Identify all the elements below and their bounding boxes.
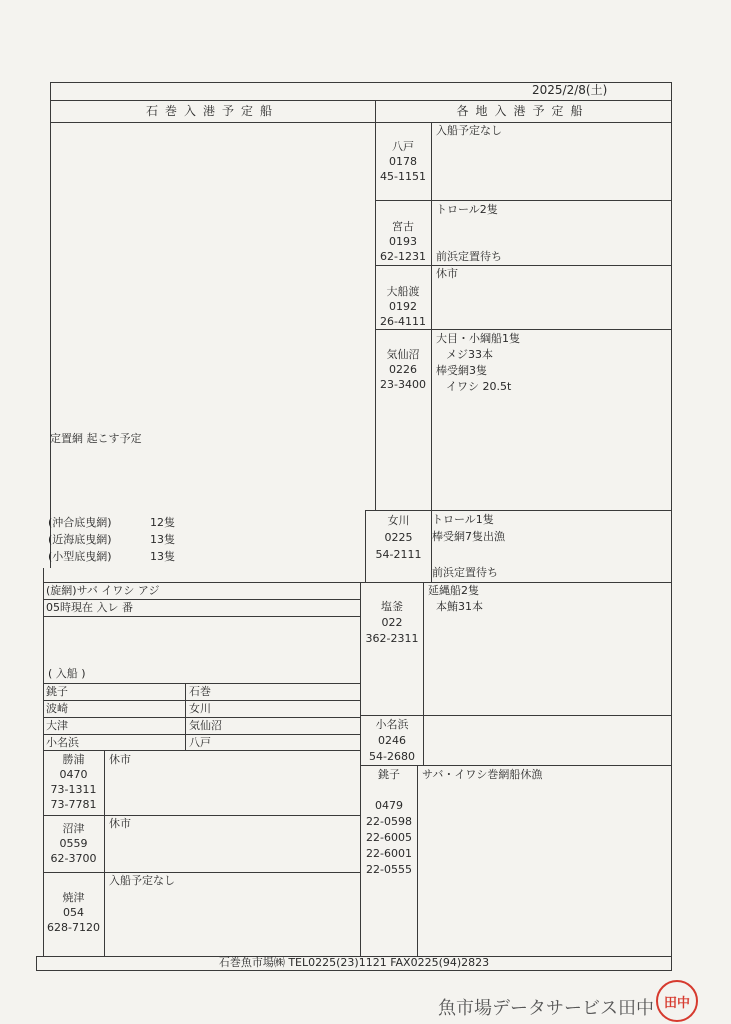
miyako-name: 宮古 bbox=[392, 220, 414, 233]
onagawa-tel1: 0225 bbox=[384, 531, 413, 544]
sokobiki-count-1: 12隻 bbox=[150, 516, 175, 529]
hachinohe-tel2: 45-1151 bbox=[380, 170, 426, 183]
kesennuma-name: 気仙沼 bbox=[386, 348, 420, 361]
yaizu-name: 焼津 bbox=[62, 891, 85, 904]
shiogama-top-line bbox=[365, 582, 672, 583]
yaizu-note: 入船予定なし bbox=[109, 874, 175, 887]
red-seal-stamp bbox=[656, 980, 698, 1022]
choshi-name: 銚子 bbox=[378, 768, 400, 781]
katsuura-tel3: 73-7781 bbox=[50, 798, 97, 811]
numazu-tel1: 0559 bbox=[59, 837, 88, 850]
shiogama-note-2: 本鮪31本 bbox=[436, 600, 483, 613]
grid-port-3b: 気仙沼 bbox=[189, 719, 222, 732]
service-signature: 魚市場データサービス田中 bbox=[438, 998, 654, 1019]
onagawa-top-line bbox=[365, 510, 672, 511]
katsuura-tel2: 73-1311 bbox=[50, 783, 97, 796]
footer-contact: 石巻魚市場㈱ TEL0225(23)1121 FAX0225(94)2823 bbox=[218, 956, 490, 969]
miyako-note-2: 前浜定置待ち bbox=[436, 250, 502, 263]
grid-port-3a: 大津 bbox=[46, 719, 68, 732]
grid-line-4 bbox=[43, 750, 361, 751]
sokobiki-name-2: (近海底曳網) bbox=[48, 533, 112, 546]
kesennuma-tel1: 0226 bbox=[389, 363, 417, 376]
onagawa-name: 女川 bbox=[387, 514, 410, 527]
kesennuma-note-1: 大目・小綱船1隻 bbox=[436, 332, 520, 345]
sokobiki-name-1: (沖合底曳網) bbox=[48, 516, 112, 529]
shiogama-tel2: 362-2311 bbox=[365, 632, 419, 645]
miyako-top-line bbox=[375, 200, 672, 201]
footer-bottom-line bbox=[36, 970, 672, 971]
ofunato-tel1: 0192 bbox=[389, 300, 417, 313]
grid-line-3 bbox=[43, 734, 361, 735]
hachinohe-tel1: 0178 bbox=[389, 155, 417, 168]
numazu-top-line bbox=[43, 815, 361, 816]
onagawa-note-3: 前浜定置待ち bbox=[432, 566, 498, 579]
ofunato-tel2: 26-4111 bbox=[380, 315, 426, 328]
ofunato-note-1: 休市 bbox=[436, 267, 458, 280]
ofunato-top-line bbox=[375, 265, 672, 266]
miyako-note-1: トロール2隻 bbox=[436, 203, 498, 216]
miyako-tel2: 62-1231 bbox=[380, 250, 426, 263]
sokobiki-count-2: 13隻 bbox=[150, 533, 175, 546]
hachinohe-name: 八戸 bbox=[392, 140, 414, 153]
stamp-text: 田中 bbox=[663, 995, 690, 1011]
makiami-line-1 bbox=[43, 599, 361, 600]
frame-left-line-upper bbox=[50, 82, 51, 568]
makiami-line-2 bbox=[43, 616, 361, 617]
choshi-tel-5: 22-0555 bbox=[366, 863, 412, 876]
katsuura-name: 勝浦 bbox=[62, 753, 85, 766]
numazu-tel2: 62-3700 bbox=[50, 852, 97, 865]
onagawa-note-1: トロール1隻 bbox=[432, 513, 494, 526]
yaizu-tel1: 054 bbox=[63, 906, 84, 919]
kesennuma-top-line bbox=[375, 329, 672, 330]
grid-port-4b: 八戸 bbox=[189, 736, 211, 749]
frame-right-line bbox=[671, 82, 672, 970]
onagawa-note-2: 棒受網7隻出漁 bbox=[432, 530, 505, 543]
onahama-tel1: 0246 bbox=[378, 734, 406, 747]
kesennuma-note-3: 棒受網3隻 bbox=[436, 364, 487, 377]
bottom-left-name-col-line bbox=[104, 750, 105, 956]
sokobiki-count-3: 13隻 bbox=[150, 550, 175, 563]
report-date: 2025/2/8(土) bbox=[532, 83, 608, 97]
choshi-note-1: サバ・イワシ巻網船休漁 bbox=[422, 768, 543, 781]
teichi-plan: 定置網 起こす予定 bbox=[50, 432, 142, 445]
choshi-name-col-line bbox=[417, 765, 418, 956]
kesennuma-tel2: 23-3400 bbox=[380, 378, 426, 391]
numazu-note: 休市 bbox=[109, 817, 131, 830]
ofunato-name: 大船渡 bbox=[386, 285, 420, 298]
choshi-tel-3: 22-6005 bbox=[366, 831, 412, 844]
grid-line-2 bbox=[43, 717, 361, 718]
onahama-name: 小名浜 bbox=[375, 718, 409, 731]
makiami-status: 05時現在 入レ 番 bbox=[46, 601, 133, 614]
grid-port-2a: 波崎 bbox=[46, 702, 68, 715]
shiogama-name: 塩釜 bbox=[381, 600, 403, 613]
choshi-tel-4: 22-6001 bbox=[366, 847, 412, 860]
right-name-col-line-2 bbox=[423, 582, 424, 765]
grid-port-4a: 小名浜 bbox=[46, 736, 79, 749]
grid-port-2b: 女川 bbox=[189, 702, 211, 715]
right-section-title: 各地入港予定船 bbox=[456, 104, 590, 118]
onagawa-tel2: 54-2111 bbox=[375, 548, 422, 561]
katsuura-note: 休市 bbox=[109, 753, 131, 766]
grid-port-1b: 石巻 bbox=[189, 685, 211, 698]
miyako-tel1: 0193 bbox=[389, 235, 417, 248]
nyusen-label: ( 入船 ) bbox=[48, 667, 86, 680]
kesennuma-note-4: イワシ 20.5t bbox=[446, 380, 512, 393]
yaizu-tel2: 628-7120 bbox=[47, 921, 100, 934]
onahama-top-line bbox=[360, 715, 672, 716]
choshi-tel-2: 22-0598 bbox=[366, 815, 412, 828]
kesennuma-note-2: メジ33本 bbox=[446, 348, 493, 361]
onahama-tel2: 54-2680 bbox=[369, 750, 415, 763]
grid-line-1 bbox=[43, 700, 361, 701]
choshi-tel1: 0479 bbox=[375, 799, 403, 812]
makiami-top-line bbox=[43, 582, 366, 583]
katsuura-tel1: 0470 bbox=[59, 768, 88, 781]
shiogama-note-1: 延縄船2隻 bbox=[428, 584, 479, 597]
yaizu-top-line bbox=[43, 872, 361, 873]
grid-port-1a: 銚子 bbox=[46, 685, 68, 698]
choshi-top-line bbox=[360, 765, 672, 766]
header-line bbox=[50, 100, 672, 101]
makiami-title: (旋網)サバ イワシ アジ bbox=[46, 584, 160, 597]
left-section-title: 石巻入港予定船 bbox=[145, 104, 279, 118]
numazu-name: 沼津 bbox=[62, 822, 85, 835]
grid-mid-line bbox=[185, 683, 186, 750]
hachinohe-note-1: 入船予定なし bbox=[436, 124, 502, 137]
grid-line-0 bbox=[43, 683, 361, 684]
sokobiki-name-3: (小型底曳網) bbox=[48, 550, 112, 563]
shiogama-tel1: 022 bbox=[381, 616, 403, 629]
title-line bbox=[50, 122, 672, 123]
